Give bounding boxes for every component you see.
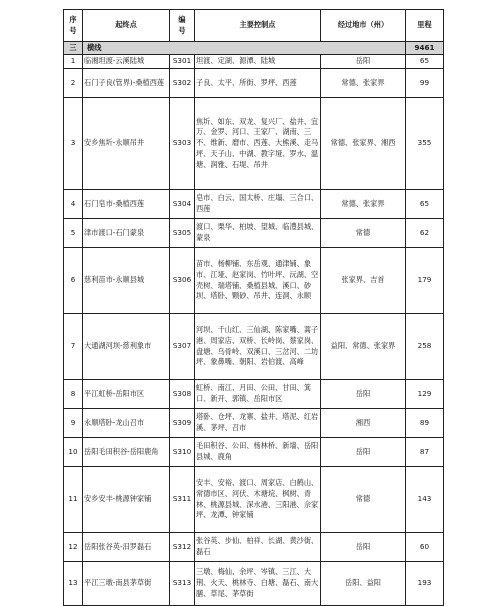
row-cities: 湘西 bbox=[321, 409, 406, 438]
category-row bbox=[64, 42, 444, 55]
header-cities: 经过地市（州） bbox=[321, 10, 406, 42]
row-length: 258 bbox=[406, 314, 444, 380]
row-route: 永顺塔卧-龙山召市 bbox=[83, 409, 170, 438]
row-code: S311 bbox=[170, 467, 195, 533]
row-cities: 岳阳、益阳 bbox=[321, 562, 406, 606]
row-code: S305 bbox=[170, 219, 195, 248]
row-index: 13 bbox=[64, 562, 83, 606]
table-row bbox=[64, 409, 444, 438]
row-control-points: 子良、太平、所街、罗坪、西莲 bbox=[195, 69, 321, 98]
row-control-points: 渡口、栗华、柏坡、望城、临澧县城、蒙泉 bbox=[195, 219, 321, 248]
row-index: 2 bbox=[64, 69, 83, 98]
row-code: S304 bbox=[170, 190, 195, 219]
table-row bbox=[64, 314, 444, 380]
row-control-points: 塔卧、仓坪、龙寨、盐井、塔泥、红岩溪、茅坪、召市 bbox=[195, 409, 321, 438]
row-route: 津市渡口-石门蒙泉 bbox=[83, 219, 170, 248]
row-length: 129 bbox=[406, 380, 444, 409]
header-index: 序 号 bbox=[64, 10, 83, 42]
row-code: S312 bbox=[170, 533, 195, 562]
row-index: 6 bbox=[64, 248, 83, 314]
row-control-points: 毛田积谷、公田、杨林桥、新墙、岳阳县城、鹿角 bbox=[195, 438, 321, 467]
table-row bbox=[64, 438, 444, 467]
table-row bbox=[64, 55, 444, 69]
category-length: 9461 bbox=[406, 42, 444, 55]
row-code: S309 bbox=[170, 409, 195, 438]
row-control-points: 虹桥、南江、月田、公田、甘田、箕口、新开、郭镇、岳阳市区 bbox=[195, 380, 321, 409]
row-cities: 张家界、吉首 bbox=[321, 248, 406, 314]
category-label: 横线 bbox=[83, 42, 406, 55]
row-length: 60 bbox=[406, 533, 444, 562]
row-code: S302 bbox=[170, 69, 195, 98]
row-route: 安乡安丰-桃源钟家铺 bbox=[83, 467, 170, 533]
row-code: S307 bbox=[170, 314, 195, 380]
row-code: S301 bbox=[170, 55, 195, 69]
row-control-points: 焦圻、如东、双龙、复兴厂、盐井、宜万、金罗、河口、王家厂、湖南、三不、维新、磨市、西莲、大熊溪、走马坪、天子山、中湖、教字垭、罗水、温塘、润雅、石堤、吊井 bbox=[195, 98, 321, 190]
row-control-points: 三墩、梅仙、余坪、岑镇、三江、大荆、火天、桃林寺、白塘、磊石、南大膳、草尾、茅草街 bbox=[195, 562, 321, 606]
row-cities: 岳阳 bbox=[321, 438, 406, 467]
table-row bbox=[64, 219, 444, 248]
header-code: 编 号 bbox=[170, 10, 195, 42]
highway-table bbox=[63, 9, 444, 606]
row-control-points: 张谷英、步仙、柏祥、长湖、黄沙街、磊石 bbox=[195, 533, 321, 562]
row-index: 12 bbox=[64, 533, 83, 562]
row-route: 平江虹桥-岳阳市区 bbox=[83, 380, 170, 409]
row-index: 1 bbox=[64, 55, 83, 69]
row-cities: 常德 bbox=[321, 219, 406, 248]
row-control-points: 皂市、白云、国太桥、庄塌、三合口、西莲 bbox=[195, 190, 321, 219]
header-route: 起终点 bbox=[83, 10, 170, 42]
header-length: 里程 bbox=[406, 10, 444, 42]
row-code: S310 bbox=[170, 438, 195, 467]
row-length: 65 bbox=[406, 55, 444, 69]
row-control-points: 苗市、杨柳铺、东岳观、通津铺、象市、江垭、赵家岗、竹叶坪、沅湖、空壳树、瑞塔铺、桑植县城、溪口、砂坝、塔卧、颗砂、吊井、连洞、永顺 bbox=[195, 248, 321, 314]
row-route: 平江三墩-南县茅草街 bbox=[83, 562, 170, 606]
row-route: 临湘坦渡-云溪陆城 bbox=[83, 55, 170, 69]
row-route: 慈利苗市-永顺县城 bbox=[83, 248, 170, 314]
row-control-points: 安丰、安裕、渡口、周家店、白鹤山、常德市区、河伏、木塘垸、枫树、青林、桃源县城、深水港、三阳港、佘家坪、龙潭、钟家铺 bbox=[195, 467, 321, 533]
table-row bbox=[64, 190, 444, 219]
row-route: 石门子良(管界)-桑植西莲 bbox=[83, 69, 170, 98]
row-control-points: 河坝、千山红、三仙湖、陈家嘴、蒿子港、周家店、双桥、长岭岗、蔡家岗、盘塘、乌骨岭、双溪口、三岔河、二坊坪、象鼻嘴、朝阳、岩伯渡、高峰 bbox=[195, 314, 321, 380]
table-row bbox=[64, 533, 444, 562]
table-row bbox=[64, 467, 444, 533]
row-route: 岳阳张谷英-汨罗磊石 bbox=[83, 533, 170, 562]
row-index: 9 bbox=[64, 409, 83, 438]
row-length: 87 bbox=[406, 438, 444, 467]
row-length: 355 bbox=[406, 98, 444, 190]
table-row bbox=[64, 98, 444, 190]
row-code: S303 bbox=[170, 98, 195, 190]
row-index: 7 bbox=[64, 314, 83, 380]
row-length: 65 bbox=[406, 190, 444, 219]
row-cities: 常德 bbox=[321, 467, 406, 533]
row-route: 石门皂市-桑植西莲 bbox=[83, 190, 170, 219]
row-cities: 益阳、常德、张家界 bbox=[321, 314, 406, 380]
row-length: 193 bbox=[406, 562, 444, 606]
table-row bbox=[64, 69, 444, 98]
row-length: 143 bbox=[406, 467, 444, 533]
row-index: 8 bbox=[64, 380, 83, 409]
row-code: S313 bbox=[170, 562, 195, 606]
row-route: 大通湖河坝-慈利象市 bbox=[83, 314, 170, 380]
header-control-points: 主要控制点 bbox=[195, 10, 321, 42]
row-cities: 常德、张家界 bbox=[321, 190, 406, 219]
row-index: 3 bbox=[64, 98, 83, 190]
row-length: 99 bbox=[406, 69, 444, 98]
row-route: 岳阳毛田积谷-岳阳鹿角 bbox=[83, 438, 170, 467]
row-cities: 岳阳 bbox=[321, 380, 406, 409]
row-index: 10 bbox=[64, 438, 83, 467]
row-control-points: 坦渡、定湖、源潭、陆城 bbox=[195, 55, 321, 69]
table-row bbox=[64, 248, 444, 314]
row-code: S308 bbox=[170, 380, 195, 409]
row-index: 11 bbox=[64, 467, 83, 533]
header-row bbox=[64, 10, 444, 42]
table-row bbox=[64, 562, 444, 606]
category-index: 三 bbox=[64, 42, 83, 55]
row-length: 89 bbox=[406, 409, 444, 438]
row-index: 4 bbox=[64, 190, 83, 219]
table-row bbox=[64, 380, 444, 409]
row-cities: 常德、张家界、湘西 bbox=[321, 98, 406, 190]
row-cities: 常德、张家界 bbox=[321, 69, 406, 98]
row-index: 5 bbox=[64, 219, 83, 248]
row-length: 179 bbox=[406, 248, 444, 314]
highway-table-page bbox=[63, 9, 443, 606]
row-cities: 岳阳 bbox=[321, 55, 406, 69]
row-route: 安乡焦圻-永顺吊井 bbox=[83, 98, 170, 190]
row-code: S306 bbox=[170, 248, 195, 314]
row-length: 62 bbox=[406, 219, 444, 248]
row-cities: 岳阳 bbox=[321, 533, 406, 562]
